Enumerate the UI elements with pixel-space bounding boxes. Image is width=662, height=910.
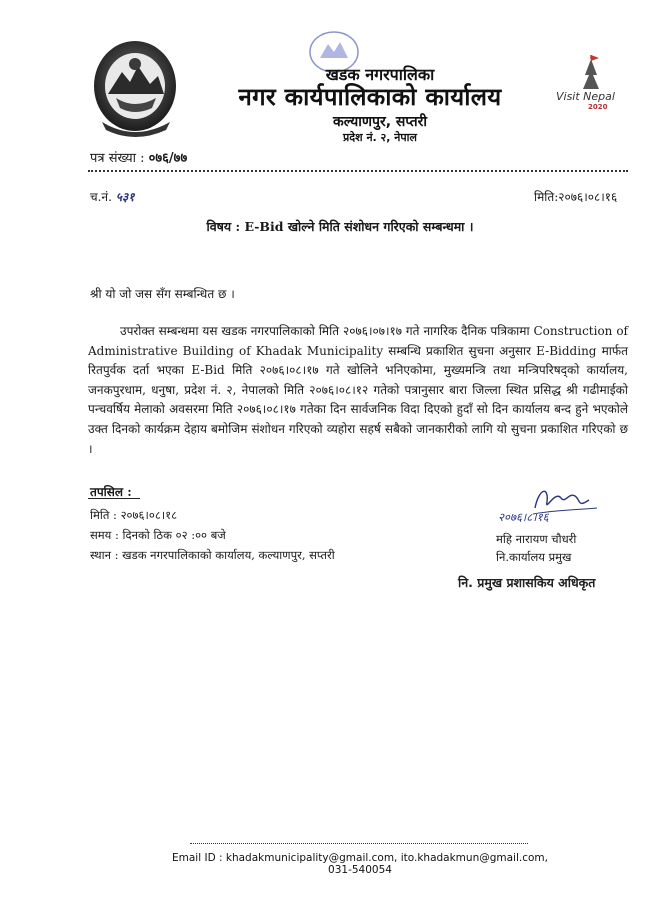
visit-nepal-year: 2020 — [588, 103, 608, 111]
subject-line: विषय : E-Bid खोल्ने मिति संशोधन गरिएको सम्बन्धमा । — [206, 219, 474, 234]
annex-date: मिति : २०७६।०८।१८ — [90, 508, 178, 522]
fiscal-year-label: पत्र संख्या : — [90, 151, 145, 166]
signatory-name: महि नारायण चौधरी — [496, 532, 577, 546]
municipality-name: खडक नगरपालिका — [325, 65, 435, 84]
visit-nepal-text: Visit Nepal — [556, 90, 615, 103]
office-address: कल्याणपुर, सप्तरी — [333, 114, 427, 130]
body-text: उपरोक्त सम्बन्धमा यस खडक नगरपालिकाको मिति २०७६।०७।१७ गते नागरिक दैनिक पत्रिकामा Construction of Administrative Building of Khadak Municipality सम्बन्धि प्रकाशित सुचना अनुसार E-Bidding मार्फत रितपुर्वक दर्ता भएका E-Bid मिति २०७६।०८।१७ गते खोलिने भनिएकोमा, मुख्यमन्त्रि तथा मन्त्रिपरिषद्को कार्यालय, जनकपुरधाम, धनुषा, प्रदेश नं. २, नेपालको मिति २०७६।०८।१२ गतेको पत्रानुसार बारा जिल्ला स्थित प्रसिद्ध श्री गढीमाईको पन्चवर्षिय मेलाको अवसरमा मिति २०७६।०८।१७ गतेका दिन सार्वजनिक विदा दिएको हुदाँ सो दिन कार्यालय बन्द हुने भएकोले उक्त दिनको कार्यक्रम देहाय बमोजिम संशोधन गरिएको व्यहोरा सहर्ष सबैको जानकारीको लागि यो सुचना प्रकाशित गरिएको छ । — [88, 324, 628, 456]
fiscal-year-value: ०७६/७७ — [148, 151, 188, 166]
dispatch-label: च.नं. — [90, 190, 112, 204]
letter-date: मिति:२०७६।०८।१६ — [534, 190, 618, 204]
header-divider — [88, 170, 628, 172]
nepal-emblem-icon — [92, 38, 178, 138]
annex-underline — [88, 498, 140, 499]
province-line: प्रदेश नं. २, नेपाल — [343, 131, 417, 144]
footer-contact: Email ID : khadakmunicipality@gmail.com, ito.khadakmun@gmail.com, 031-540054 — [172, 852, 548, 876]
dispatch-number — [90, 188, 134, 205]
annex-place: स्थान : खडक नगरपालिकाको कार्यालय, कल्याणपुर, सप्तरी — [90, 548, 335, 562]
signature-date: २०७६।८।१६ — [498, 510, 549, 524]
footer-divider — [190, 843, 528, 844]
designation-stamp: नि. प्रमुख प्रशासकिय अधिकृत — [458, 575, 596, 590]
annex-time: समय : दिनको ठिक ०२ :०० बजे — [90, 528, 226, 542]
annex-title: तपसिल : — [90, 485, 132, 499]
fiscal-year — [90, 148, 187, 166]
signatory-title: नि.कार्यालय प्रमुख — [496, 550, 572, 564]
body-paragraph — [88, 322, 628, 459]
office-name: नगर कार्यपालिकाको कार्यालय — [238, 83, 502, 111]
dispatch-value: ५३१ — [115, 190, 135, 204]
salutation: श्री यो जो जस सँग सम्बन्धित छ । — [90, 287, 235, 301]
